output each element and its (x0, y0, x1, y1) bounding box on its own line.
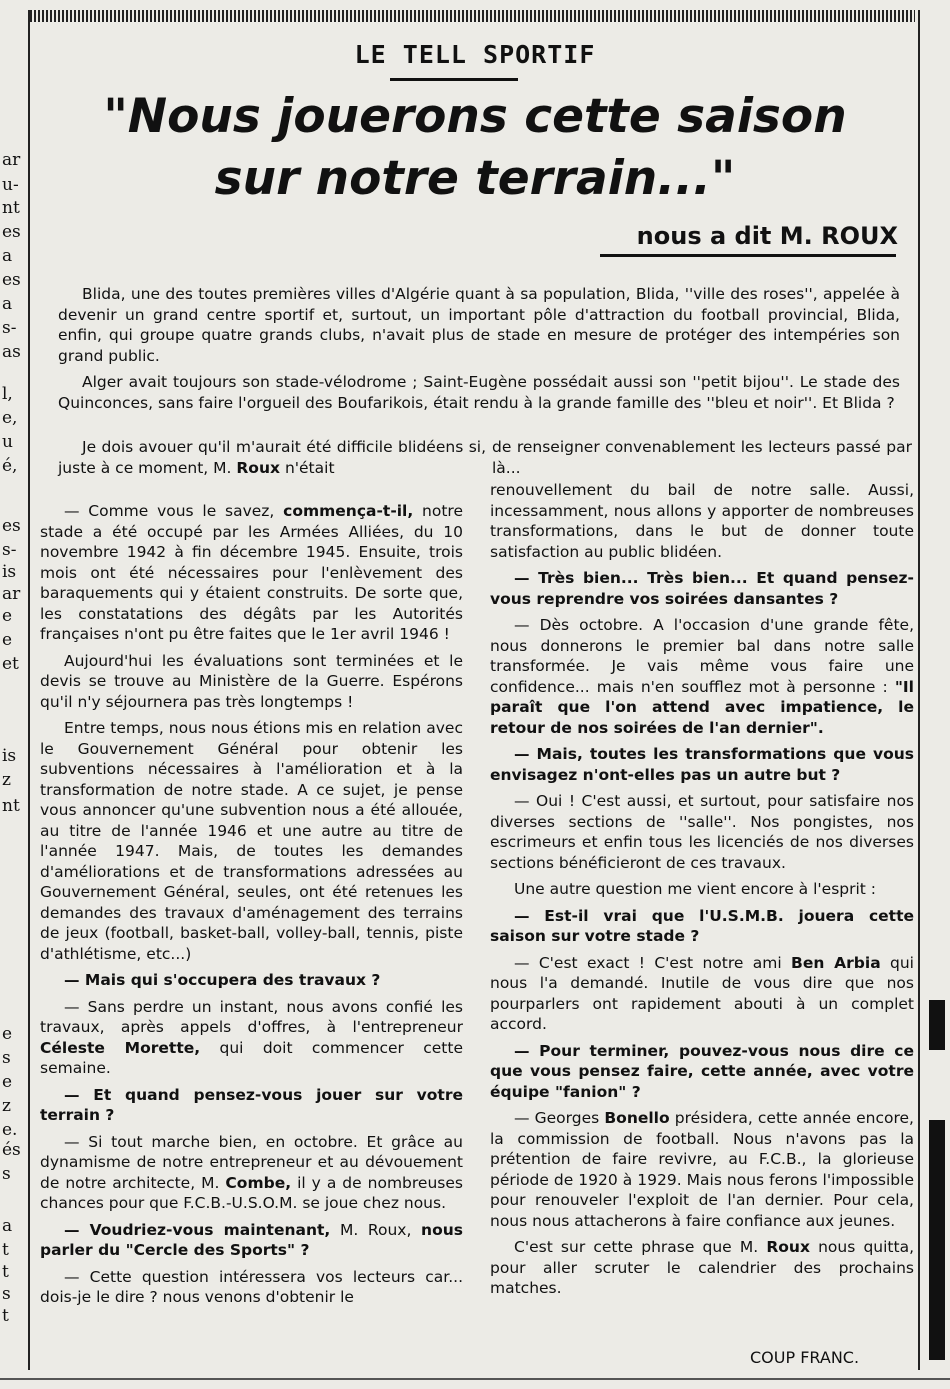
margin-fragment: e (2, 630, 13, 650)
left-paragraph: Aujourd'hui les évaluations sont terminées et le devis se trouve au Ministère de la Guerre. Espérons qu'il n'y séjournera pas très longtemps ! (40, 651, 463, 711)
answer: — Si tout marche bien, en octobre. Et grâce au dynamisme de notre entrepreneur et au dévouement de notre architecte, M. Combe, il y a de nombreuses chances pour que F.C.B.-U.S.O.M. se joue chez nous. (40, 1132, 463, 1212)
margin-fragment: e, (2, 408, 18, 428)
left-column (40, 501, 463, 1308)
margin-fragment: l, (2, 384, 13, 404)
headline (40, 86, 910, 210)
margin-fragment: ar (2, 584, 21, 604)
margin-fragment: e (2, 606, 13, 626)
intro-paragraph-3-right: de renseigner convenablement les lecteurs passé par là... (492, 438, 912, 477)
margin-fragment: as (2, 342, 21, 362)
margin-fragment: es (2, 516, 21, 536)
margin-fragment: nt (2, 796, 20, 816)
question: — Et quand pensez-vous jouer sur votre terrain ? (40, 1085, 463, 1124)
margin-fragment: u- (2, 175, 19, 195)
intro-paragraph-3-left: Je dois avouer qu'il m'aurait été difficile blidéens si, juste à ce moment, M. Roux n'était (58, 438, 486, 477)
intro-paragraph-1: Blida, une des toutes premières villes d'Algérie quant à sa population, Blida, ''ville des roses'', appelée à devenir un grand centre sportif et, surtout, un important pôle d'attraction du football provincial, Blida, enfin, qui groupe quatre grands clubs, n'avait plus de stade en mesure de protéger des intempéries son grand public. (58, 285, 900, 365)
answer: — Cette question intéressera vos lecteurs car... dois-je le dire ? nous venons d'obtenir le (40, 1267, 463, 1306)
intro-block (58, 284, 900, 413)
margin-fragment: is (2, 562, 17, 582)
margin-fragment: ar (2, 150, 21, 170)
left-margin-fragments (0, 0, 26, 1389)
margin-fragment: is (2, 746, 17, 766)
headline-line-2: sur notre terrain..." (214, 151, 736, 206)
margin-fragment: nt (2, 198, 20, 218)
headline-line-1: "Nous jouerons cette saison (103, 89, 847, 144)
margin-fragment: s- (2, 540, 17, 560)
section-kicker: LE TELL SPORTIF (354, 40, 596, 69)
margin-fragment: a (2, 1216, 13, 1236)
left-paragraph: Entre temps, nous nous étions mis en relation avec le Gouvernement Général pour obtenir les subventions nécessaires à l'amélioration et à la transformation de notre stade. A ce sujet, je pense vous annoncer qu'une subvention nous a été allouée, au titre de l'année 1946 et une autre au titre de l'année 1947. Mais, de toutes les demandes d'améliorations et de transformations adressées au Gouvernement Général, seules, ont été retenues les demandes des travaux d'aménagement des terrains de jeux (football, basket-ball, volley-ball, tennis, piste d'athlétisme, etc...) (40, 719, 463, 963)
margin-fragment: es (2, 222, 21, 242)
margin-fragment: t (2, 1240, 9, 1260)
margin-fragment: t (2, 1262, 9, 1282)
margin-fragment: e (2, 1024, 13, 1044)
answer: — Oui ! C'est aussi, et surtout, pour satisfaire nos diverses sections de ''salle''. Nos pongistes, nos escrimeurs et enfin tous les licenciés de nos diverses sections bénéficieront de ces travaux. (490, 792, 914, 872)
right-column-rule (918, 10, 920, 1370)
margin-fragment: z (2, 1096, 11, 1116)
right-paragraph: C'est sur cette phrase que M. Roux nous quitta, pour aller scruter le calendrier des prochains matches. (490, 1238, 915, 1297)
margin-fragment: et (2, 654, 19, 674)
margin-fragment: s (2, 1284, 11, 1304)
kicker-underline (390, 78, 518, 81)
question: — Mais qui s'occupera des travaux ? (64, 971, 381, 989)
question: — Pour terminer, pouvez-vous nous dire ce que vous pensez faire, cette année, avec votre équipe "fanion" ? (490, 1041, 914, 1101)
margin-fragment: es (2, 270, 21, 290)
right-paragraph: renouvellement du bail de notre salle. Aussi, incessamment, nous allons y apporter de nombreuses transformations, dans le but de donner toute satisfaction au public blidéen. (490, 481, 914, 561)
top-border (30, 10, 915, 22)
margin-fragment: e. (2, 1120, 18, 1140)
margin-bar (929, 1000, 945, 1050)
answer: — Sans perdre un instant, nous avons confié les travaux, après appels d'offres, à l'entrepreneur Céleste Morette, qui doit commencer cette semaine. (40, 997, 463, 1077)
bottom-rule (0, 1378, 950, 1380)
margin-fragment: s- (2, 318, 17, 338)
answer: — C'est exact ! C'est notre ami Ben Arbia qui nous l'a demandé. Inutile de vous dire que nos pourparlers ont rapidement abouti à un complet accord. (490, 953, 914, 1033)
byline-underline (600, 254, 896, 257)
right-margin-bars (925, 0, 950, 1389)
answer: — Dès octobre. A l'occasion d'une grande fête, nous donnerons le premier bal dans notre salle transformée. Je vais même vous faire une confidence... mais n'en soufflez mot à personne : "Il paraît que l'on attend avec impatience, le retour de nos soirées de l'an dernier". (490, 616, 914, 737)
margin-fragment: é, (2, 456, 18, 476)
intro-paragraph-2: Alger avait toujours son stade-vélodrome ; Saint-Eugène possédait aussi son ''petit bijou''. Le stade des Quinconces, sans faire l'orgueil des Boufarikois, était rendu à la grande famille des ''bleu et noir''. Et Blida ? (58, 373, 900, 412)
margin-fragment: t (2, 1306, 9, 1326)
signature: COUP FRANC. (750, 1348, 860, 1367)
right-column (490, 480, 914, 1299)
question: — Très bien... Très bien... Et quand pensez-vous reprendre vos soirées dansantes ? (490, 569, 914, 608)
margin-fragment: a (2, 246, 13, 266)
left-column-rule (28, 10, 30, 1370)
margin-fragment: s (2, 1048, 11, 1068)
margin-fragment: z (2, 770, 11, 790)
left-paragraph: — Comme vous le savez, commença-t-il, notre stade a été occupé par les Armées Alliées, du 10 novembre 1942 à fin décembre 1945. Ensuite, trois mois ont été nécessaires pour l'enlèvement des baraquements qui y étaient construits. De sorte que, les constatations des dégâts par les Autorités françaises n'ont pu être faites que le 1er avril 1946 ! (40, 502, 463, 643)
margin-fragment: a (2, 294, 13, 314)
margin-fragment: és (2, 1140, 21, 1160)
margin-fragment: e (2, 1072, 13, 1092)
question: — Est-il vrai que l'U.S.M.B. jouera cette saison sur votre stade ? (490, 906, 914, 945)
margin-fragment: u (2, 432, 13, 452)
margin-fragment: s (2, 1164, 11, 1184)
margin-bar (929, 1120, 945, 1360)
byline: nous a dit M. ROUX (636, 222, 898, 250)
question: — Voudriez-vous maintenant, M. Roux, nous parler du "Cercle des Sports" ? (40, 1220, 463, 1259)
right-paragraph: Une autre question me vient encore à l'esprit : (514, 880, 877, 898)
answer: — Georges Bonello présidera, cette année encore, la commission de football. Nous n'avons pas la prétention de faire revivre, au F.C.B., la glorieuse période de 1920 à 1929. Mais nous ferons l'impossible pour renouveler l'exploit de l'an dernier. Pour cela, nous nous attacherons à faire confiance aux jeunes. (490, 1109, 914, 1230)
question: — Mais, toutes les transformations que vous envisagez n'ont-elles pas un autre but ? (490, 745, 914, 784)
